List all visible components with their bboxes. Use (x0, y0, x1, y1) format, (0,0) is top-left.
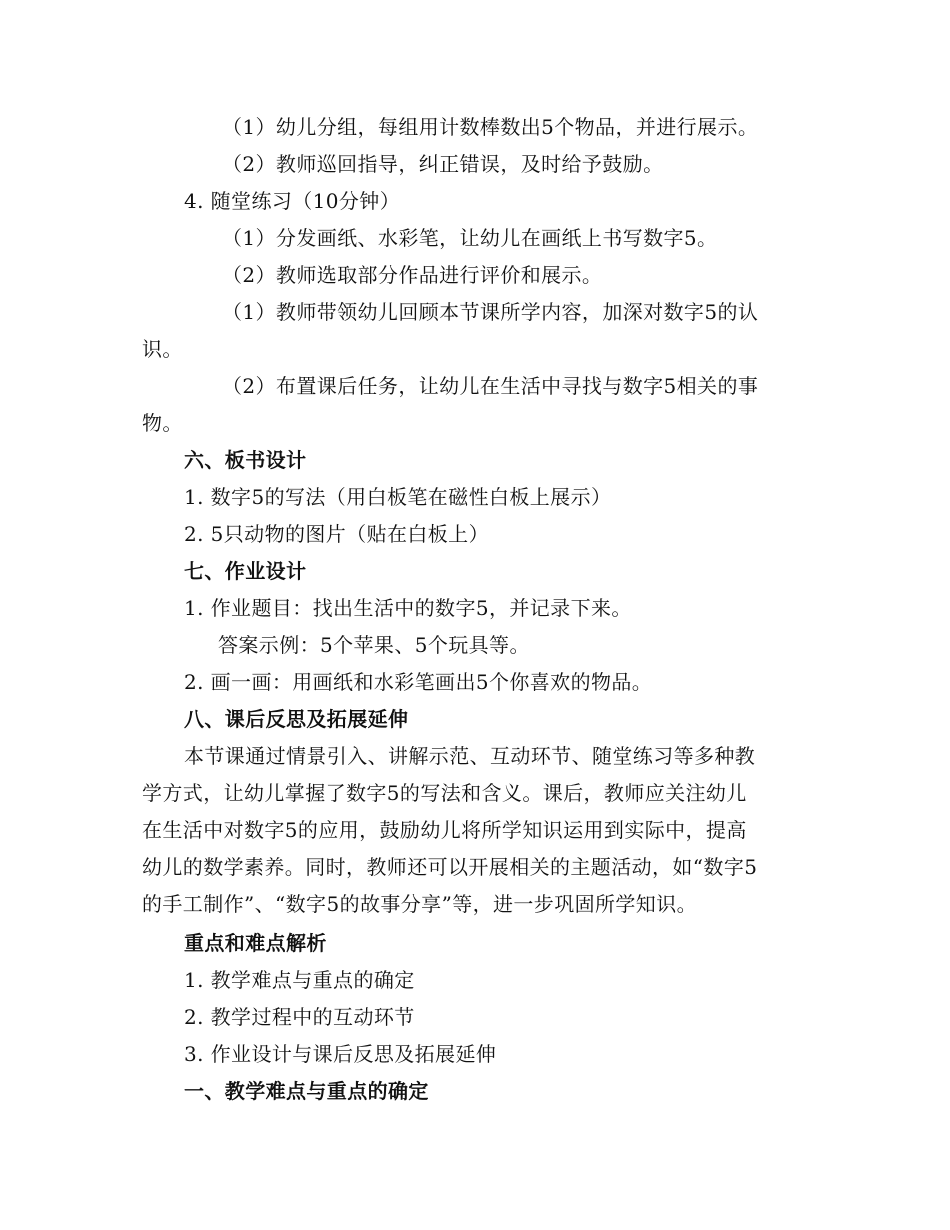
reflection-paragraph-line-4: 幼儿的数学素养。同时，教师还可以开展相关的主题活动，如“数字5 (142, 855, 758, 879)
reflection-paragraph-line-3: 在生活中对数字5的应用，鼓励幼儿将所学知识运用到实际中，提高 (142, 818, 747, 842)
summary-step-1: （1）教师带领幼儿回顾本节课所学内容，加深对数字5的认 (222, 300, 759, 324)
homework-item-1: 1. 作业题目：找出生活中的数字5，并记录下来。 (184, 596, 632, 620)
analysis-item-2: 2. 教学过程中的互动环节 (184, 1005, 415, 1029)
homework-answer-example: 答案示例：5个苹果、5个玩具等。 (218, 633, 530, 657)
board-item-2: 2. 5只动物的图片（贴在白板上） (184, 522, 489, 546)
summary-step-2-cont: 物。 (142, 411, 183, 435)
heading-key-difficulties: 一、教学难点与重点的确定 (184, 1079, 429, 1103)
summary-step-1-cont: 识。 (142, 337, 183, 361)
reflection-paragraph-line-1: 本节课通过情景引入、讲解示范、互动环节、随堂练习等多种教 (184, 744, 756, 768)
activity-step-1: （1）幼儿分组，每组用计数棒数出5个物品，并进行展示。 (222, 115, 759, 139)
homework-item-2: 2. 画一画：用画纸和水彩笔画出5个你喜欢的物品。 (184, 670, 653, 694)
practice-step-1: （1）分发画纸、水彩笔，让幼儿在画纸上书写数字5。 (222, 226, 718, 250)
activity-step-2: （2）教师巡回指导，纠正错误，及时给予鼓励。 (222, 152, 664, 176)
heading-board-design: 六、板书设计 (184, 448, 307, 472)
heading-reflection: 八、课后反思及拓展延伸 (184, 707, 409, 731)
analysis-item-3: 3. 作业设计与课后反思及拓展延伸 (184, 1042, 497, 1066)
heading-homework-design: 七、作业设计 (184, 559, 307, 583)
heading-key-points-analysis: 重点和难点解析 (184, 931, 327, 955)
reflection-paragraph-line-2: 学方式，让幼儿掌握了数字5的写法和含义。课后，教师应关注幼儿 (142, 781, 747, 805)
summary-step-2: （2）布置课后任务，让幼儿在生活中寻找与数字5相关的事 (222, 374, 759, 398)
analysis-item-1: 1. 教学难点与重点的确定 (184, 968, 415, 992)
board-item-1: 1. 数字5的写法（用白板笔在磁性白板上展示） (184, 485, 612, 509)
section-practice-title: 4. 随堂练习（10分钟） (184, 189, 401, 213)
reflection-paragraph-line-5: 的手工制作”、“数字5的故事分享”等，进一步巩固所学知识。 (142, 892, 697, 916)
practice-step-2: （2）教师选取部分作品进行评价和展示。 (222, 263, 603, 287)
